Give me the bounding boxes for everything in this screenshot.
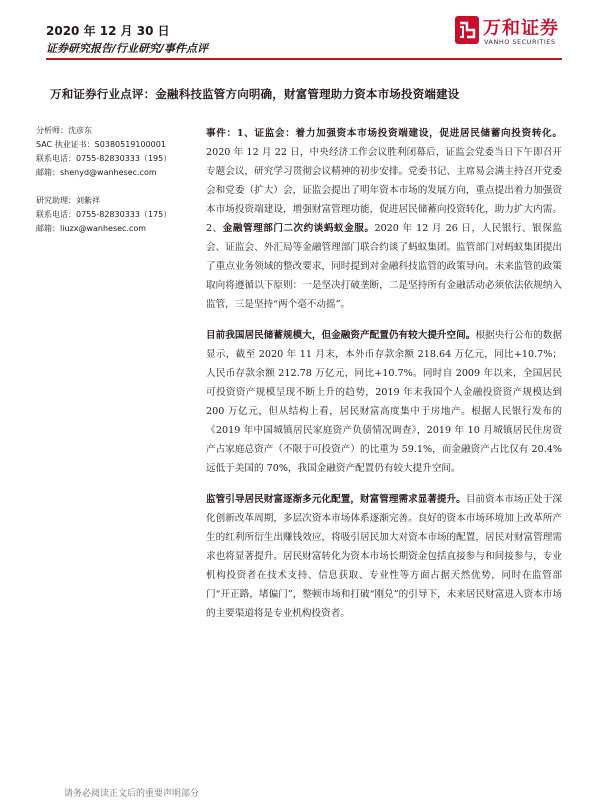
report-body [206, 124, 562, 635]
logo-name-en: VANHO SECURITIES [484, 38, 556, 46]
assistant-name: 研究助理：刘紫祥 [36, 196, 100, 205]
report-category: 证券研究报告/行业研究/事件点评 [46, 42, 209, 55]
analyst-license: SAC 执业证书：S0380519100001 [36, 140, 166, 149]
logo-name-cn: 万和证券 [483, 18, 559, 39]
footer-disclaimer: 请务必阅读正文后的重要声明部分 [46, 789, 200, 799]
vanho-logo-icon [454, 15, 480, 45]
paragraph-body-2: 2020 年 12 月 26 日，人民银行、银保监会、证监会、外汇局等金融管理部门联合约谈了蚂蚁集团。监管部门对蚂蚁集团提出了重点业务领域的整改要求，同时提到对金融科技监管的政策导向。未来监管的政策取向将遵循以下原则：一是坚决打破垄断，二是坚持所有金融活动必须依法依规纳入监管，三是坚持“两个毫不动摇”。 [206, 223, 562, 310]
report-date: 2020 年 12 月 30 日 [46, 24, 170, 38]
analyst-email[interactable]: 邮箱：shenyd@wanhesec.com [36, 168, 157, 177]
paragraph-savings [206, 326, 562, 478]
analyst-phone: 联系电话：0755-82830333（195） [36, 154, 172, 163]
header-divider [46, 58, 562, 60]
paragraph-wealth [206, 490, 562, 623]
paragraph-body: 根据央行公布的数据显示，截至 2020 年 11 月末，本外币存款余额 218.64 万亿元，同比+10.7%；人民币存款余额 212.78 万亿元，同比+10.7%。同时自 2009 年以来，全国居民可投资资产规模呈现不断上升的趋势，2019 年末我国个人金融投资资产规模达到 200 万亿元，但从结构上看，居民财富高度集中于房地产。根据人民银行发布的《2019 年中国城镇居民家庭资产负债情况调查》，2019 年 10 月城镇居民住房资产占家庭总资产（不限于可投资产）的比重为 59.1%，而金融资产占比仅有 20.4%远低于美国的 70%，我国金融资产配置仍有较大提升空间。 [206, 330, 563, 474]
analyst-name: 分析师：沈彦东 [36, 126, 92, 135]
paragraph-lead: 目前我国居民储蓄规模大，但金融资产配置仍有较大提升空间。 [206, 330, 476, 341]
paragraph-event [206, 124, 562, 314]
report-title: 万和证券行业点评：金融科技监管方向明确，财富管理助力资本市场投资端建设 [50, 87, 460, 101]
paragraph-lead-2: 金融管理部门二次约谈蚂蚁金服。 [222, 223, 375, 234]
assistant-email[interactable]: 邮箱：liuzx@wanhesec.com [36, 224, 147, 233]
paragraph-lead: 监管引导居民财富逐渐多元化配置，财富管理需求显著提升。 [206, 494, 466, 505]
company-logo [454, 12, 564, 54]
paragraph-body: 目前资本市场正处于深化创新改革周期，多层次资本市场体系逐渐完善。良好的资本市场环境加上改革所产生的红利所衍生出赚钱效应，将吸引居民加大对资本市场的配置，居民对财富管理需求也将显著提升。居民财富转化为资本市场长期资金包括直接参与和间接参与，专业机构投资者在技术支持、信息获取、专业性等方面占据天然优势，同时在监管部门“开正路，堵偏门”，整顿市场和打破“刚兑”的引导下，未来居民财富进入资本市场的主要渠道将是专业机构投资者。 [206, 494, 563, 619]
paragraph-body: 2020 年 12 月 22 日，中央经济工作会议胜利闭幕后，证监会党委当日下午即召开专题会议，研究学习贯彻会议精神的初步安排。党委书记、主席易会满主持召开党委会和党委（扩大）会，证监会提出了明年资本市场的发展方向，重点提出着力加强资本市场投资端建设，增强财富管理功能，促进居民储蓄向投资转化，助力扩大内需。2、 [206, 147, 562, 234]
assistant-phone: 联系电话：0755-82830333（175） [36, 210, 172, 219]
paragraph-lead: 事件：1、证监会：着力加强资本市场投资端建设，促进居民储蓄向投资转化。 [206, 128, 562, 139]
analyst-info [36, 124, 196, 236]
